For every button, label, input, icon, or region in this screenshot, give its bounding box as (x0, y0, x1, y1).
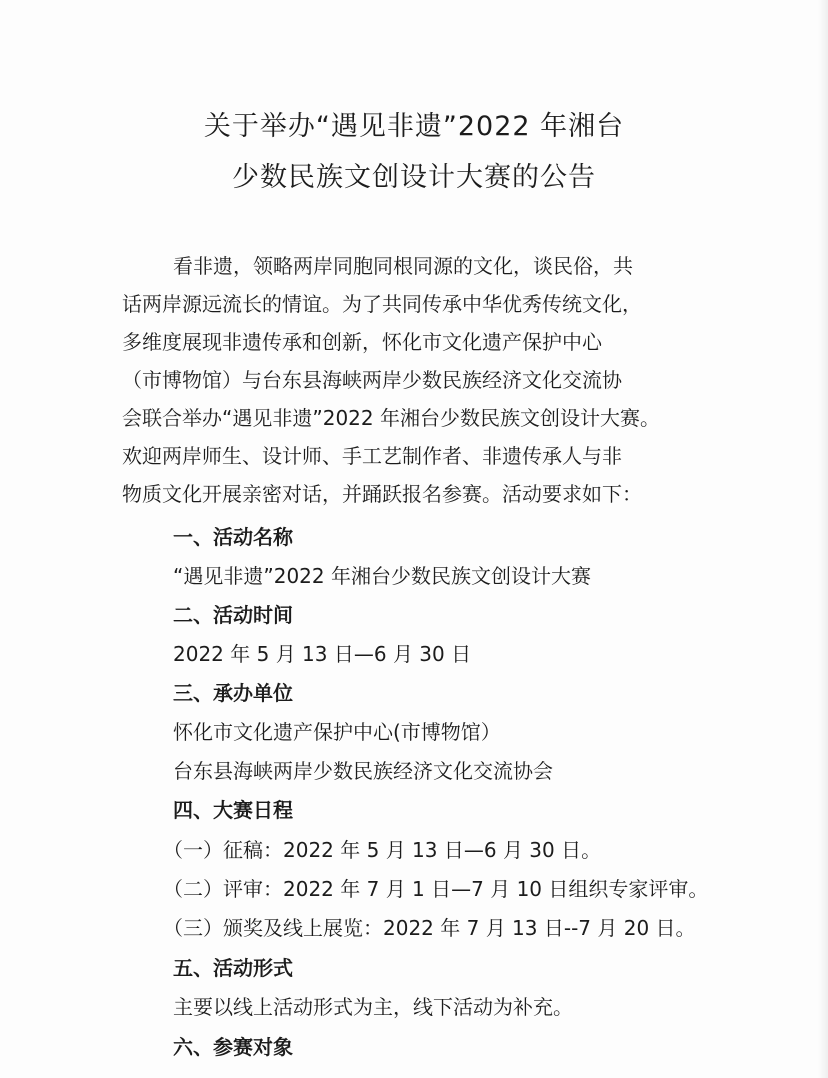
intro-line: 欢迎两岸师生、设计师、手工艺制作者、非遗传承人与非 (122, 444, 622, 468)
intro-line: （市博物馆）与台东县海峡两岸少数民族经济文化交流协 (122, 368, 622, 392)
title-line-2: 少数民族文创设计大赛的公告 (232, 162, 596, 193)
section-text: 主要以线上活动形式为主，线下活动为补充。 (173, 995, 573, 1019)
intro-line: 会联合举办“遇见非遗”2022 年湘台少数民族文创设计大赛。 (122, 406, 660, 430)
section-heading: 一、活动名称 (173, 525, 293, 549)
section-heading: 二、活动时间 (173, 603, 293, 627)
schedule-item: （三）颁奖及线上展览：2022 年 7 月 13 日--7 月 20 日。 (163, 916, 696, 940)
schedule-item: （二）评审：2022 年 7 月 1 日—7 月 10 日组织专家评审。 (163, 877, 709, 901)
section-text: “遇见非遗”2022 年湘台少数民族文创设计大赛 (173, 564, 591, 588)
intro-line: 物质文化开展亲密对话，并踊跃报名参赛。活动要求如下： (122, 482, 642, 506)
section-heading: 六、参赛对象 (173, 1035, 293, 1059)
schedule-item: （一）征稿：2022 年 5 月 13 日—6 月 30 日。 (163, 838, 602, 862)
intro-line: 多维度展现非遗传承和创新，怀化市文化遗产保护中心 (122, 330, 602, 354)
section-heading: 三、承办单位 (173, 681, 293, 705)
section-text: 2022 年 5 月 13 日—6 月 30 日 (173, 642, 472, 666)
section-heading: 五、活动形式 (173, 956, 293, 980)
section-text: 台东县海峡两岸少数民族经济文化交流协会 (173, 759, 553, 783)
title-line-1: 关于举办“遇见非遗”2022 年湘台 (203, 111, 625, 142)
intro-line: 话两岸源远流长的情谊。为了共同传承中华优秀传统文化， (122, 292, 642, 316)
section-text: 怀化市文化遗产保护中心(市博物馆） (173, 720, 501, 744)
section-heading: 四、大赛日程 (173, 798, 293, 822)
intro-line: 看非遗，领略两岸同胞同根同源的文化，谈民俗，共 (173, 254, 633, 278)
